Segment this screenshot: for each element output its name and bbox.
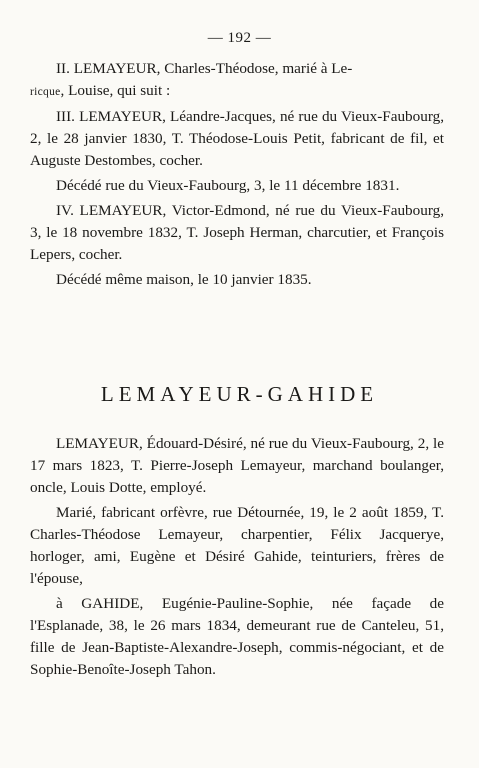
entry-paragraph: III. LEMAYEUR, Léandre-Jacques, né rue du Vieux-Faubourg, 2, le 28 janvier 1830, T. Théodose-Louis Petit, fabricant de fil, et Auguste Destombes, cocher. (30, 108, 444, 169)
entry-tail: , Louise, qui suit : (60, 82, 171, 99)
genealogy-entries-bottom (30, 433, 444, 684)
page-number: — 192 — (207, 30, 272, 46)
entry-lead: II. LEMAYEUR, Charles-Théodose, marié à Le- (56, 60, 353, 77)
section-title: LEMAYEUR-GAHIDE (100, 382, 379, 406)
entry-paragraph: à GAHIDE, Eugénie-Pauline-Sophie, née façade de l'Esplanade, 38, le 26 mars 1834, demeurant rue de Canteleu, 51, fille de Jean-Baptiste-Alexandre-Joseph, commis-négociant, et de Sophie-Benoîte-Joseph Tahon. (30, 595, 444, 678)
genealogy-entries-top (30, 58, 444, 294)
entry-paragraph: Marié, fabricant orfèvre, rue Détournée, 19, le 2 août 1859, T. Charles-Théodose Lemayeur, charpentier, Félix Jacquerye, horloger, ami, Eugène et Désiré Gahide, teinturiers, frères de l'épouse, (30, 504, 444, 587)
entry-paragraph: IV. LEMAYEUR, Victor-Edmond, né rue du Vieux-Faubourg, 3, le 18 novembre 1832, T. Joseph Herman, charcutier, et François Lepers, cocher. (30, 202, 444, 263)
entry-paragraph: LEMAYEUR, Édouard-Désiré, né rue du Vieux-Faubourg, 2, le 17 mars 1823, T. Pierre-Joseph Lemayeur, marchand boulanger, oncle, Louis Dotte, employé. (30, 435, 444, 496)
smallcaps-surname: ricque (30, 86, 61, 98)
entry-paragraph (30, 58, 444, 103)
entry-paragraph: Décédé rue du Vieux-Faubourg, 3, le 11 décembre 1831. (56, 177, 400, 194)
entry-paragraph: Décédé même maison, le 10 janvier 1835. (56, 271, 312, 288)
